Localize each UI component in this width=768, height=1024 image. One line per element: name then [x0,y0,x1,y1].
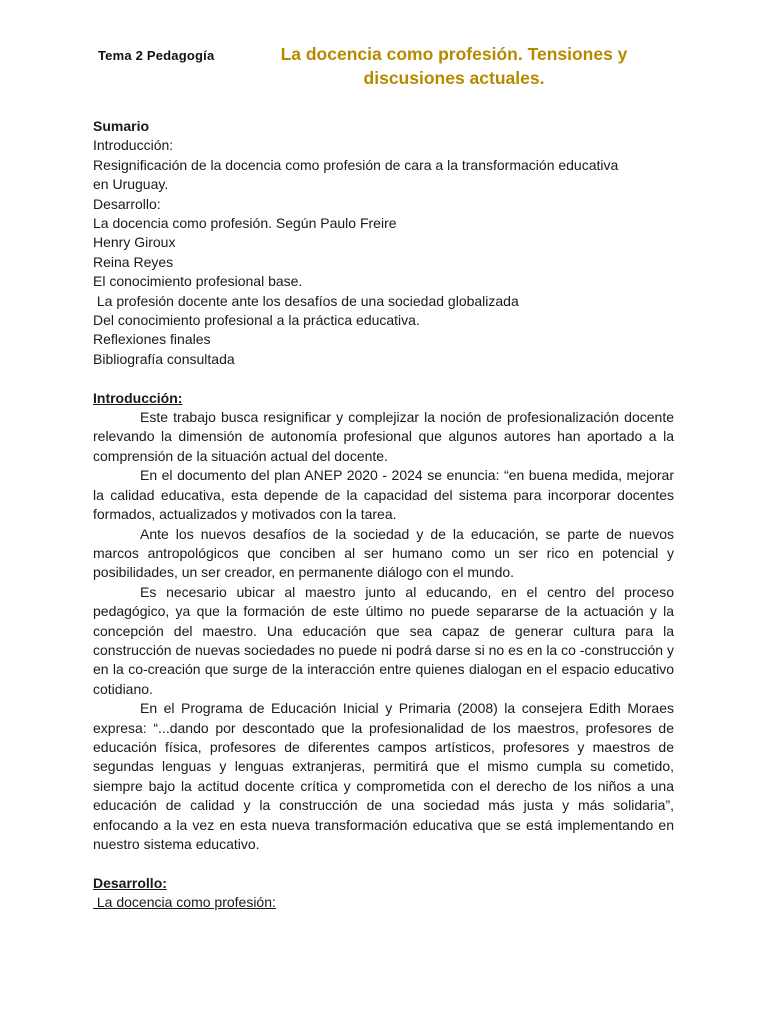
title-line-1: La docencia como profesión. Tensiones y [280,44,628,64]
intro-paragraph: En el Programa de Educación Inicial y Primaria (2008) la consejera Edith Moraes expresa: “...dando por descontado que la profesionalidad de los maestros, profesores de educación física, profesores de diferentes campos artísticos, profesores y maestros de segundas lenguas y lenguas extranjeras, permitirá que el mismo cumpla su cometido, siempre bajo la actitud docente crítica y comprometida con el derecho de los niños a una educación de calidad y la construcción de una sociedad más justa y más solidaria”, enfocando a la vez en esta nueva transformación educativa que se está implementando en nuestro sistema educativo. [93,700,674,853]
sumario-item: Reina Reyes [93,253,174,270]
desarrollo-heading: Desarrollo: [93,874,167,891]
spacer [93,369,674,388]
intro-paragraph: Este trabajo busca resignificar y complejizar la noción de profesionalización docente relevando la dimensión de autonomía profesional que algunos autores han aportado a la comprensión de la situación actual del docente. [93,409,674,464]
topic-label: Tema 2 Pedagogía [98,48,215,63]
intro-paragraph: Es necesario ubicar al maestro junto al educando, en el centro del proceso pedagógico, ya que la formación de este último no puede separarse de la actuación y la concepción del maestro. Una educación que sea capaz de generar cultura para la construcción de nuevas sociedades no puede ni podrá darse si no es en la co -construcción y en la co-creación que surge de la interacción entre quienes dialogan en el espacio educativo cotidiano. [93,583,674,697]
spacer [93,854,674,873]
desarrollo-subheading: La docencia como profesión: [93,894,276,911]
intro-paragraph: Ante los nuevos desafíos de la sociedad y de la educación, se parte de nuevos marcos antropológicos que conciben al ser humano como un ser rico en potencial y posibilidades, un ser creador, en permanente diálogo con el mundo. [93,525,674,581]
sumario-item: en Uruguay. [93,176,169,193]
sumario-item: Henry Giroux [93,234,176,251]
sumario-item: La profesión docente ante los desafíos de una sociedad globalizada [93,292,519,309]
sumario-item: La docencia como profesión. Según Paulo Freire [93,215,397,232]
sumario-item: Resignificación de la docencia como profesión de cara a la transformación educativa [93,156,619,173]
title-line-2: discusiones actuales. [363,68,545,88]
sumario-item: Desarrollo: [93,195,161,212]
sumario-item: Introducción: [93,137,174,154]
document-body [93,117,674,913]
sumario-list [93,136,674,369]
sumario-item: Reflexiones finales [93,331,211,348]
document-title [244,42,664,90]
sumario-item: El conocimiento profesional base. [93,273,303,290]
introduccion-heading: Introducción: [93,389,183,406]
sumario-heading: Sumario [93,118,150,134]
sumario-item: Bibliografía consultada [93,350,235,367]
sumario-item: Del conocimiento profesional a la práctica educativa. [93,312,420,329]
intro-paragraph: En el documento del plan ANEP 2020 - 2024 se enuncia: “en buena medida, mejorar la calidad educativa, esta depende de la capacidad del sistema para incorporar docentes formados, actualizados y motivados con la tarea. [93,467,674,523]
